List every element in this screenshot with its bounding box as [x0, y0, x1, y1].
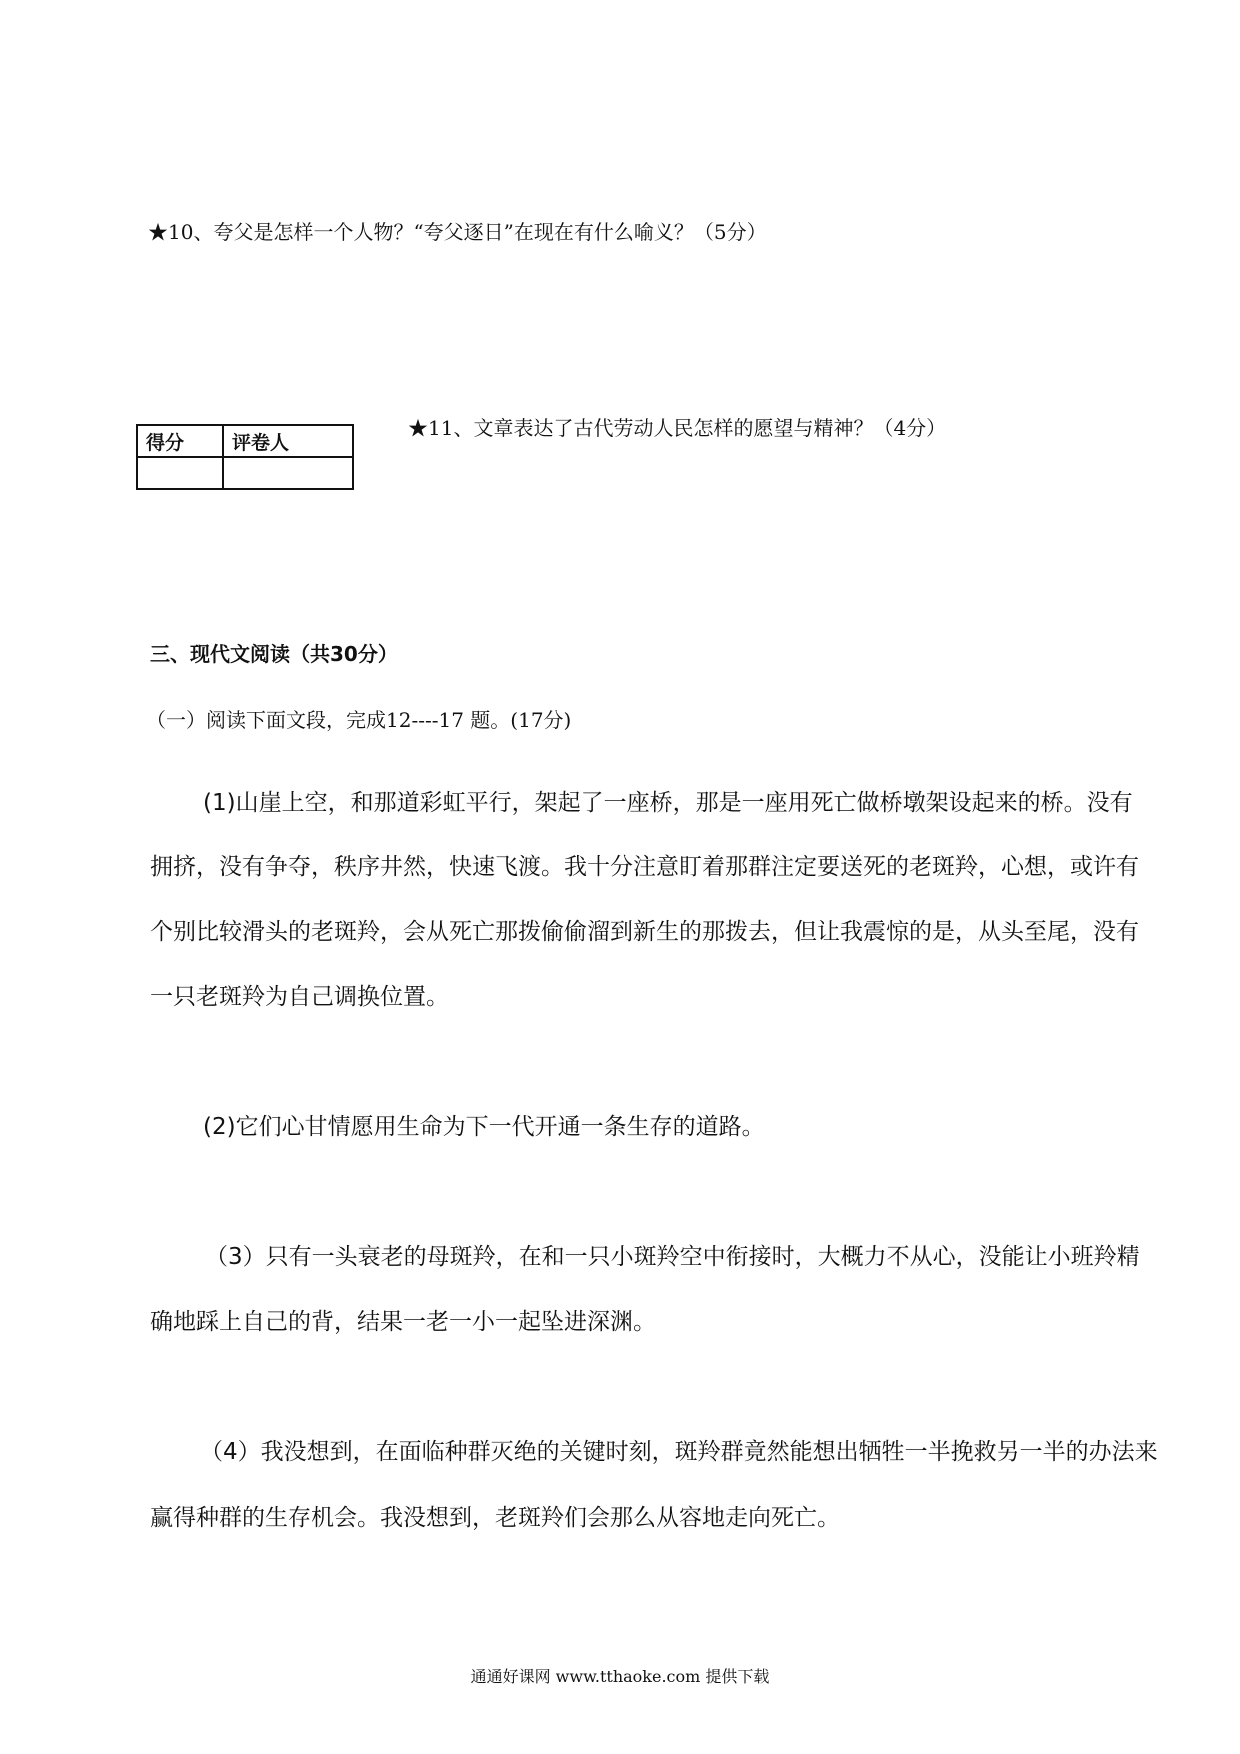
- score-header: 得分: [137, 425, 223, 457]
- passage-line: （3）只有一头衰老的母斑羚，在和一只小斑羚空中衔接时，大概力不从心，没能让小班羚精: [205, 1244, 1140, 1270]
- score-table: [136, 424, 354, 490]
- question-10: ★10、夸父是怎样一个人物？“夸父逐日”在现在有什么喻义？（5分）: [148, 220, 767, 244]
- passage-line: 赢得种群的生存机会。我没想到，老斑羚们会那么从容地走向死亡。: [150, 1505, 840, 1531]
- footer-credit: 通通好课网 www.tthaoke.com 提供下载: [470, 1667, 770, 1686]
- passage-line: 拥挤，没有争夺，秩序井然，快速飞渡。我十分注意盯着那群注定要送死的老斑羚，心想，或许有: [150, 854, 1139, 880]
- grader-cell[interactable]: [223, 457, 353, 489]
- section-title: 三、现代文阅读（共30分）: [150, 642, 398, 666]
- passage-line: (2)它们心甘情愿用生命为下一代开通一条生存的道路。: [203, 1114, 765, 1140]
- passage-line: 确地踩上自己的背，结果一老一小一起坠进深渊。: [150, 1309, 656, 1335]
- passage-line: (1)山崖上空，和那道彩虹平行，架起了一座桥，那是一座用死亡做桥墩架设起来的桥。没有: [203, 790, 1133, 816]
- question-11: ★11、文章表达了古代劳动人民怎样的愿望与精神？（4分）: [408, 416, 947, 440]
- passage-line: （4）我没想到，在面临种群灭绝的关键时刻，斑羚群竟然能想出牺牲一半挽救另一半的办法来: [200, 1439, 1158, 1465]
- passage-line: 个别比较滑头的老斑羚，会从死亡那拨偷偷溜到新生的那拨去，但让我震惊的是，从头至尾，没有: [150, 919, 1139, 945]
- section-subtitle: （一）阅读下面文段，完成12----17 题。(17分): [146, 708, 572, 732]
- score-cell[interactable]: [137, 457, 223, 489]
- grader-header: 评卷人: [223, 425, 353, 457]
- passage-line: 一只老斑羚为自己调换位置。: [150, 984, 449, 1010]
